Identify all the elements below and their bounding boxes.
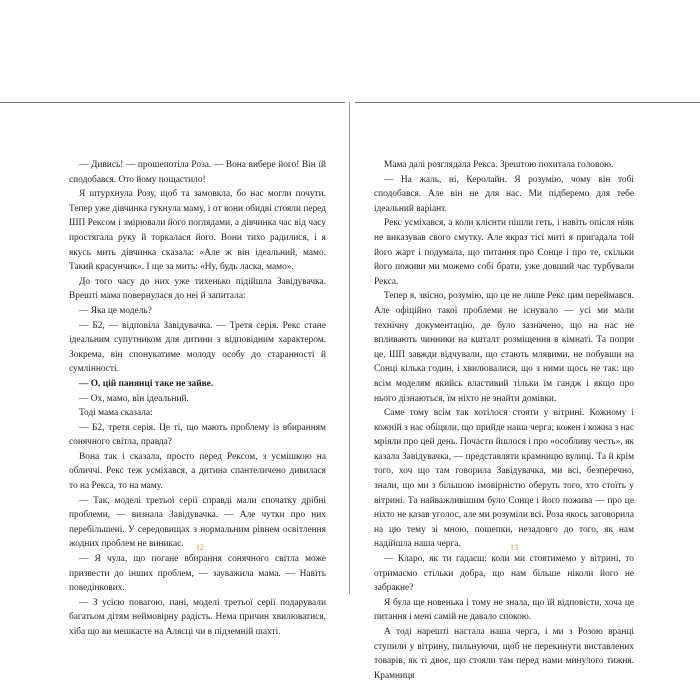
paragraph-bold: — О, цій панянці таке не зайве. bbox=[79, 378, 214, 389]
page-number-left: 12 bbox=[196, 543, 204, 552]
top-rule-right bbox=[355, 102, 700, 103]
page-number-right: 13 bbox=[510, 543, 518, 552]
paragraph: Я штурхнула Розу, щоб та замовкла, бо нас могли почути. Тепер уже дівчинка гукнула маму, і от вони обидві стояли перед ШП Рексом і змірювали його поглядами, а дівчинка час від часу простягала руку й торкалася його. Вони тихо радилися, і я якусь мить дівчинка сказала: «Але ж він ідеальний, мамо. Такий красунчик». І ще за мить: «Ну, будь ласка, мамо». bbox=[69, 189, 326, 273]
paragraph: — Б2, третя серія. Це ті, що мають проблему із вбиранням сонячного світла, правда? bbox=[69, 422, 326, 448]
paragraph: Мама далі розглядала Рекса. Зрештою похитала головою. bbox=[384, 160, 614, 170]
paragraph: — Так, моделі третьої серії справді мали спочатку дрібні проблеми, — визнала Завідувачка. — Але чутки про них перебільшені. У середовищах з нормальним рівнем освітлення жодних проблем не виникає. bbox=[69, 495, 326, 550]
left-page-text bbox=[69, 158, 326, 640]
paragraph: Тепер я, звісно, розумію, що це не лише Рекс цим переймався. Але офіційно такої проблеми не існувало — усі ми мали технічну документацію, де було зазначено, що на нас не впливають чинники на кшталт розміщення в кімнаті. Та попри це, ШП завжди відчували, що стають млявими, не побувши на Сонці кілька годин, і хвилювалися, що з ними щось не так: що всім моделям якийсь властивий тільки їм гандж і якщо про нього дізнаються, їм ніхто не знайти домівки. bbox=[374, 291, 634, 404]
paragraph: — Б2, — відповіла Завідувачка. — Третя серія. Рекс стане ідеальним супутником для дитини з відповідним характером. Зокрема, він спонукатиме молоду особу до старанності й сумлінності. bbox=[69, 320, 326, 375]
paragraph: — Дивись! — прошепотіла Роза. — Вона вибере його! Він їй сподобався. Ото йому пощастило! bbox=[69, 160, 326, 185]
paragraph: — На жаль, ні, Керолайн. Я розумію, чому він тобі сподобався. Але він не для нас. Ми підберемо для тебе ідеальний варіант. bbox=[374, 174, 634, 214]
paragraph: — Кларо, як ти гадаєш: коли ми стоятимемо у вітрині, то отримаємо стільки добра, що нам більше ніколи його не забракне? bbox=[374, 554, 634, 594]
paragraph: Рекс усміхався, а коли клієнти пішли геть, і навіть опісля ніяк не виказував свого смутку. Але якраз тієї миті я пригадала той його жарт і подумала, що питання про Сонце і про те, скільки його поживи ми можемо собі брати, уже довший час турбували Рекса. bbox=[374, 218, 634, 287]
paragraph: Тоді мама сказала: bbox=[79, 408, 153, 419]
paragraph: Саме тому всім так хотілося стояти у вітрині. Кожному і кожній з нас обіцяли, що прийде наша черга; кожен і кожна з нас мріяли про цей день. Почасти йшлося і про «особливу честь», як казала Завідувачка, — представляти крамницю вулиці. Та й крім того, хоч що там говорила Завідувачка, ми всі, безперечно, знали, що ми з більшою імовірністю оберуть того, хто стоїть у вітрині. Та найважливішим було Сонце і його пожива — про це ніхто не казав уголос, але ми розуміли всі. Роза якось заговорила на цю тему зі мною, пошепки, незадовго до того, як нам надійшла наша черга. bbox=[374, 408, 634, 550]
paragraph: — З усією повагою, пані, моделі третьої серії подарували багатьом дітям неймовірну радість. Нема причин хвилюватися, хіба що ви мешкаєте на Алясці чи в підземній шахті. bbox=[69, 597, 326, 637]
paragraph: Вона так і сказала, просто перед Рексом, з усмішкою на обличчі. Рекс теж усміхався, а дитина спантеличено дивилася то на Рекса, то на маму. bbox=[69, 451, 326, 492]
paragraph: — Я чула, що погане вбирання сонячного світла може призвести до інших проблем, — зауважила мама. — Навіть поведінкових. bbox=[69, 554, 326, 594]
paragraph: До того часу до них уже тихенько підійшла Завідувачка. Врешті мама повернулася до неї й запитала: bbox=[69, 276, 326, 302]
book-gutter bbox=[349, 102, 350, 594]
right-page-text bbox=[374, 158, 634, 683]
paragraph: Я була ще новенька і тому не знала, що їй відповісти, хоча це питання і мені самій не давало спокою. bbox=[374, 597, 634, 623]
paragraph: — Яка це модель? bbox=[79, 305, 152, 316]
top-rule-left bbox=[0, 102, 345, 103]
paragraph: А тоді нарешті настала наша черга, і ми з Розою вранці ступили у вітрину, пильнуючи, щоб не перекинути виставлених товарів, як ті двоє, що стояли там перед нами минулого тижня. Крамниця bbox=[374, 627, 634, 681]
paragraph: — Ох, мамо, він ідеальний. bbox=[79, 393, 189, 404]
